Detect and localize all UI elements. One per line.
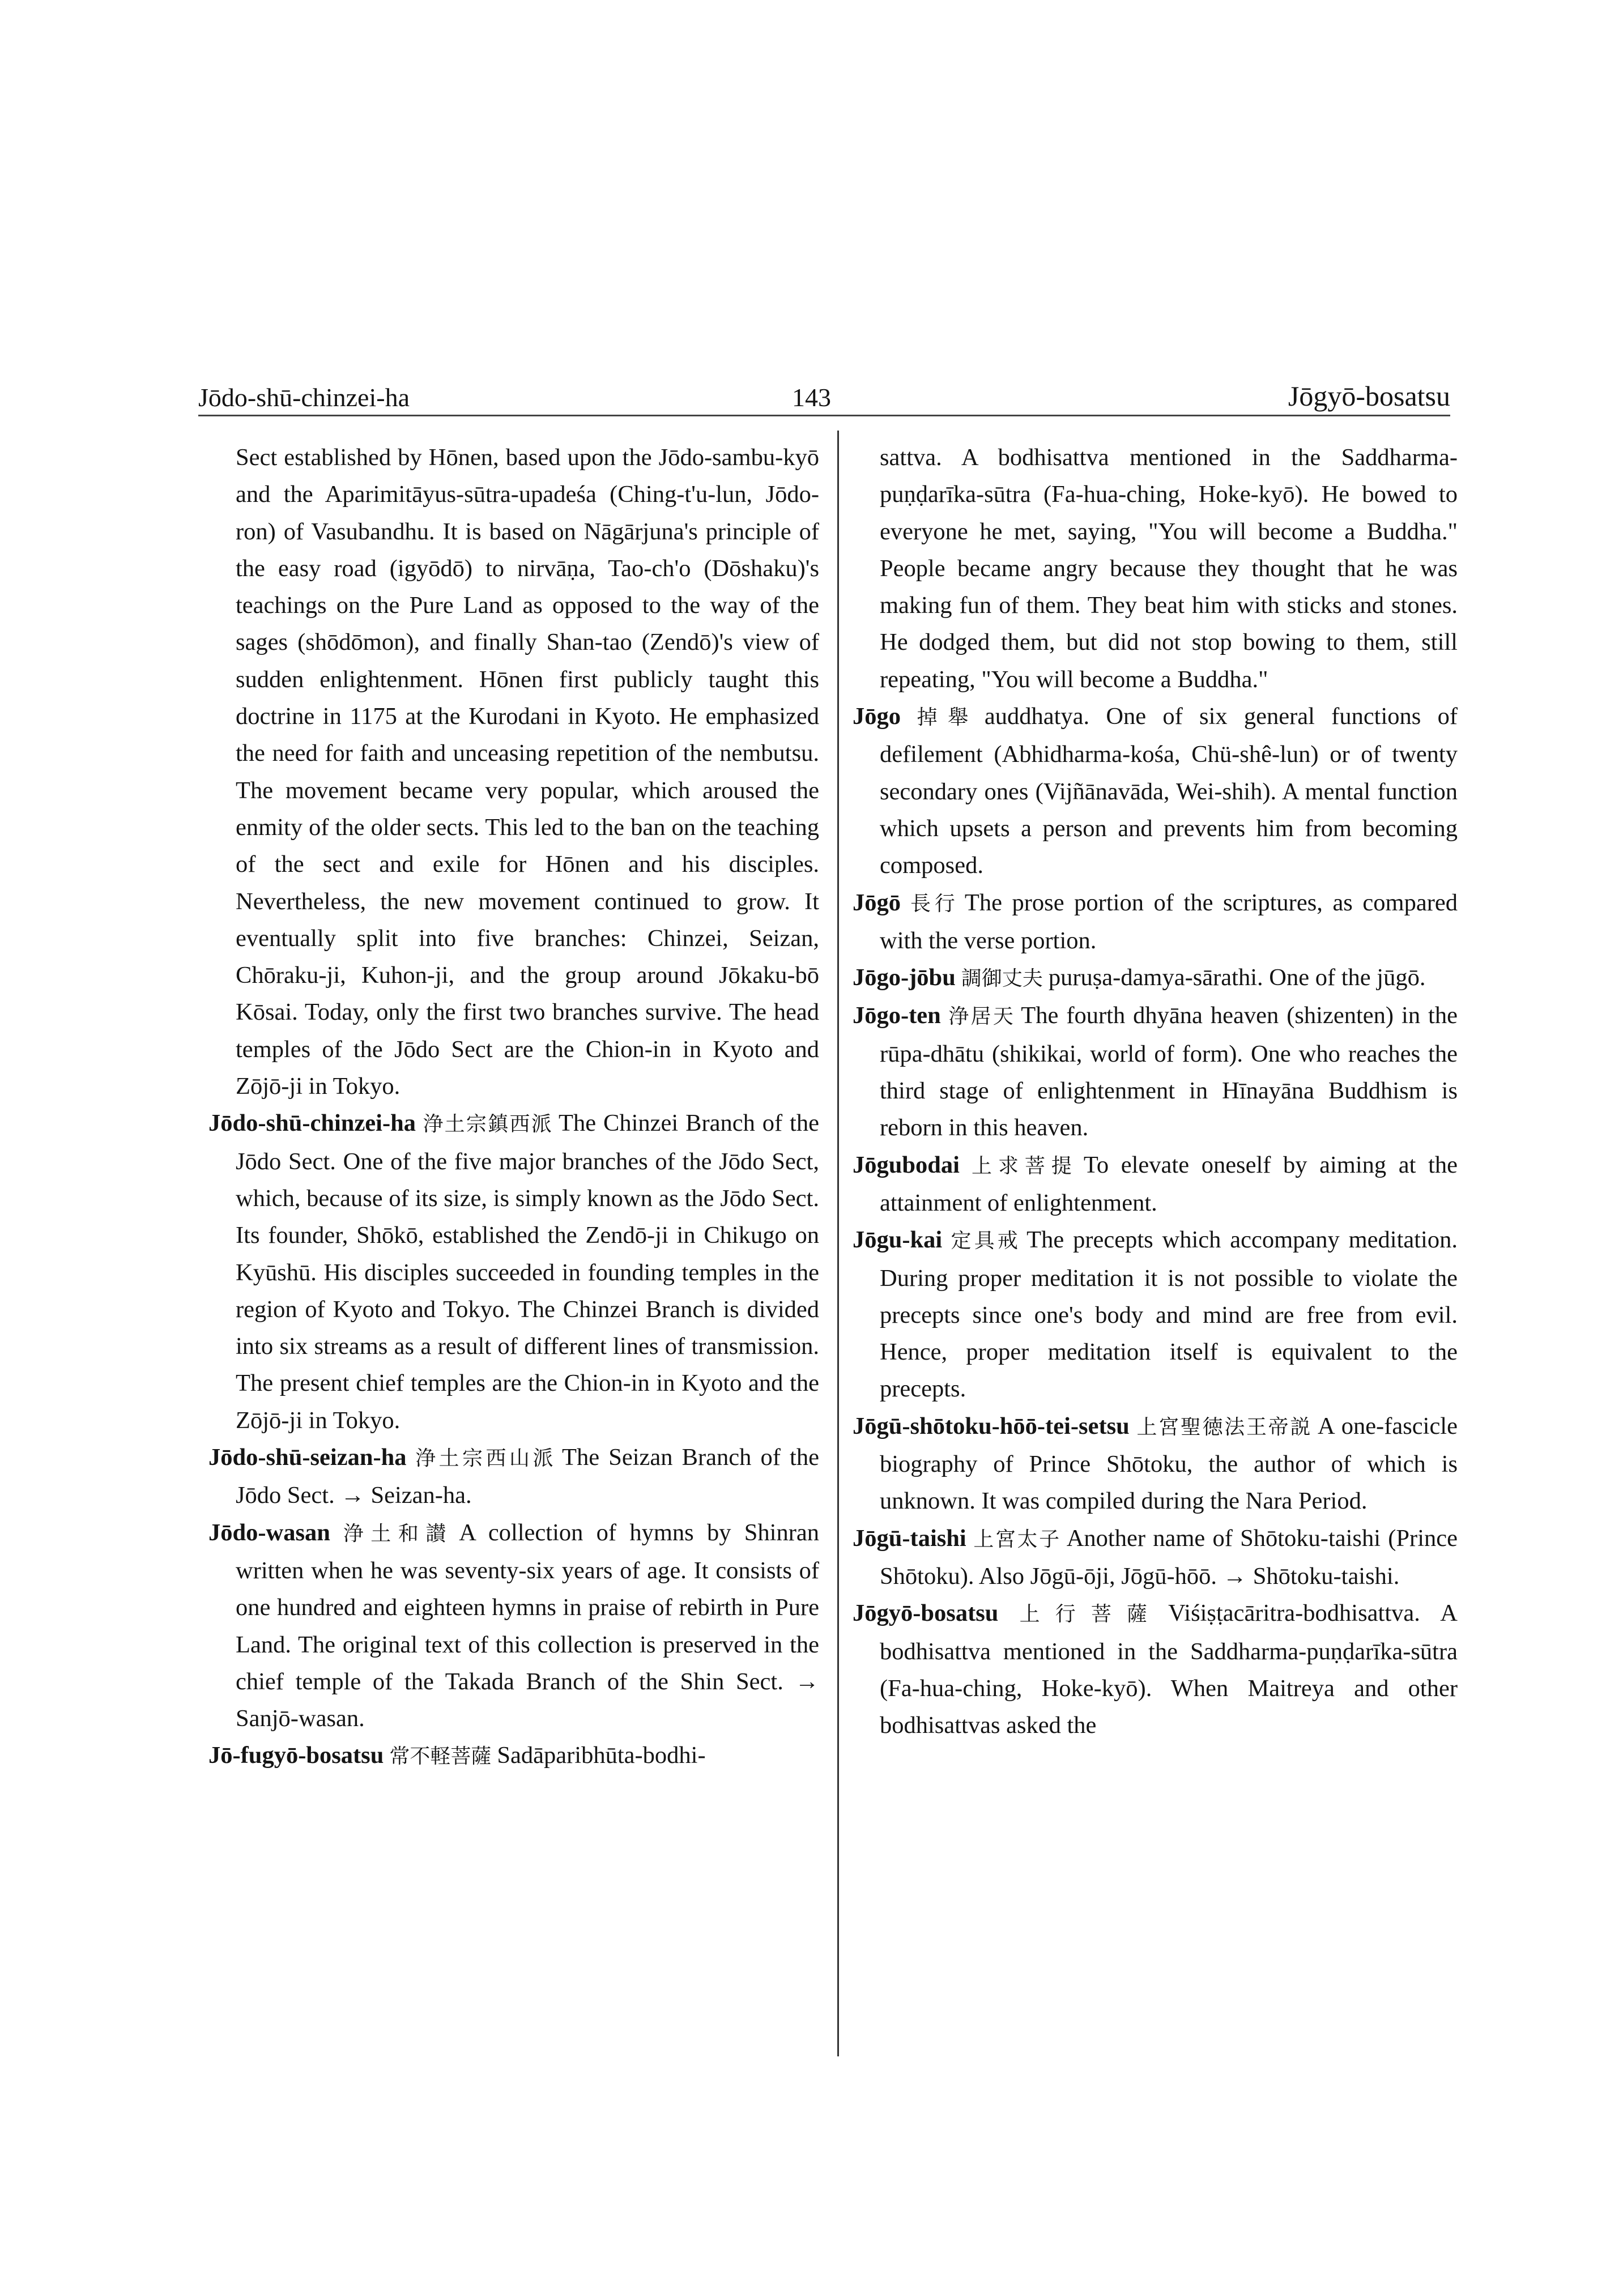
running-header [198,367,1450,412]
dictionary-entry [208,1737,819,1775]
dictionary-entry [853,1221,1458,1407]
entry-kanji: 掉舉 [906,706,979,730]
header-left-guideword: Jōdo-shū-chinzei-ha [198,383,410,412]
entry-kanji: 上宮聖徳法王帝説 [1135,1415,1313,1439]
entry-kanji: 常不軽菩薩 [389,1745,492,1769]
entry-definition: A collection of hymns by Shinran written when he was seventy-six years of age. It consists of one hundred and eighteen hymns in praise of rebirth in Pure Land. The original text of this collection is preserved in the chief temple of the Takada Branch of the Shin Sect. → Sanjō-wasan. [236,1519,819,1732]
entry-definition: The prose portion of the scriptures, as compared with the verse portion. [880,889,1458,954]
entry-kanji: 上求菩提 [965,1154,1078,1178]
dictionary-entry [853,1408,1458,1520]
entry-kanji: 浄土宗鎮西派 [421,1113,553,1136]
entry-kanji: 上行菩薩 [1004,1603,1163,1626]
entry-headword: Jō-fugyō-bosatsu [208,1742,384,1769]
entry-definition: A one-fascicle biography of Prince Shōtoku, the author of which is unknown. It was compiled during the Nara Period. [880,1412,1458,1515]
entry-headword: Jōgū-shōtoku-hōō-tei-setsu [853,1412,1130,1439]
dictionary-entry [853,1147,1458,1222]
entry-headword: Jōdo-wasan [208,1519,330,1546]
entry-headword: Jōgū-taishi [853,1524,966,1552]
entry-headword: Jōgo-jōbu [853,964,956,991]
entry-headword: Jōgubodai [853,1151,960,1178]
entry-definition: Another name of Shōtoku-taishi (Prince Shōtoku). Also Jōgū-ōji, Jōgū-hōō. → Shōtoku-taishi. [880,1524,1458,1590]
dictionary-entry-continuation [853,439,1458,698]
entry-definition: auddhatya. One of six general functions of defilement (Abhidharma-kośa, Chü-shê-lun) or of twenty secondary ones (Vijñānavāda, Wei-shih). A mental function which upsets a person and prevents him from becoming composed. [880,703,1458,879]
entry-headword: Jōgyō-bosatsu [853,1600,999,1627]
dictionary-entry [853,884,1458,960]
entry-definition: The Seizan Branch of the Jōdo Sect. → Seizan-ha. [236,1444,819,1509]
entry-definition: Viśiṣṭacāritra-bodhisattva. A bodhisattva mentioned in the Saddharma-puṇḍarīka-sūtra (Fa-hua-ching, Hoke-kyō). When Maitreya and other bodhisattvas asked the [880,1600,1458,1739]
entry-definition: sattva. A bodhisattva mentioned in the Saddharma-puṇḍarīka-sūtra (Fa-hua-ching, Hoke-kyō). He bowed to everyone he met, saying, "You will become a Buddha." People became angry because they thought that he was making fun of them. They beat him with sticks and stones. He dodged them, but did not stop bowing to them, still repeating, "You will become a Buddha." [880,444,1458,693]
entry-headword: Jōgō [853,889,901,916]
dictionary-entry [208,1439,819,1514]
entry-headword: Jōdo-shū-chinzei-ha [208,1110,416,1137]
dictionary-entry [853,1520,1458,1595]
header-right-guideword: Jōgyō-bosatsu [1288,380,1450,412]
dictionary-entry [853,997,1458,1146]
page-number: 143 [792,383,831,412]
entry-kanji: 浄土和讃 [335,1522,454,1545]
dictionary-entry [853,1595,1458,1744]
entry-kanji: 浄居天 [946,1005,1016,1029]
entry-definition: Sadāparibhūta-bodhi- [497,1742,706,1769]
right-column [853,439,1458,1744]
entry-definition: The fourth dhyāna heaven (shizenten) in the rūpa-dhātu (shikikai, world of form). One who reaches the third stage of enlightenment in Hīnayāna Buddhism is reborn in this heaven. [880,1002,1458,1141]
entry-kanji: 調御丈夫 [961,967,1043,991]
dictionary-entry [208,1105,819,1439]
dictionary-entry-continuation [208,439,819,1105]
dictionary-entry [208,1514,819,1737]
column-divider [837,431,839,2056]
left-column [208,439,819,1775]
entry-definition: To elevate oneself by aiming at the attainment of enlightenment. [880,1151,1458,1216]
entry-definition: Sect established by Hōnen, based upon the Jōdo-sambu-kyō and the Aparimitāyus-sūtra-upadeśa (Ching-t'u-lun, Jōdo-ron) of Vasubandhu. It is based on Nāgārjuna's principle of the easy road (igyōdō) to nirvāṇa, Tao-ch'o (Dōshaku)'s teachings on the Pure Land as opposed to the way of the sages (shōdōmon), and finally Shan-tao (Zendō)'s view of sudden enlightenment. Hōnen first publicly taught this doctrine in 1175 at the Kurodani in Kyoto. He emphasized the need for faith and unceasing repetition of the nembutsu. The movement became very popular, which aroused the enmity of the older sects. This led to the ban on the teaching of the sect and exile for Hōnen and his disciples. Nevertheless, the new movement continued to grow. It eventually split into five branches: Chinzei, Seizan, Chōraku-ji, Kuhon-ji, and the group around Jōkaku-bō Kōsai. Today, only the first two branches survive. The head temples of the Jōdo Sect are the Chion-in in Kyoto and Zōjō-ji in Tokyo. [236,444,819,1100]
entry-definition: puruṣa-damya-sārathi. One of the jūgō. [1048,964,1426,991]
entry-headword: Jōgu-kai [853,1226,943,1254]
entry-kanji: 定具戒 [948,1229,1021,1253]
entry-headword: Jōdo-shū-seizan-ha [208,1444,407,1471]
entry-definition: The precepts which accompany meditation. During proper meditation it is not possible to violate the precepts since one's body and mind are free from evil. Hence, proper meditation itself is equivalent to the precepts. [880,1226,1458,1403]
header-rule [198,415,1450,416]
entry-kanji: 浄土宗西山派 [412,1447,557,1471]
entry-kanji: 長行 [906,892,959,915]
entry-definition: The Chinzei Branch of the Jōdo Sect. One of the five major branches of the Jōdo Sect, which, because of its size, is simply known as the Jōdo Sect. Its founder, Shōkō, established the Zendō-ji in Chikugo on Kyūshū. His disciples succeeded in founding temples in the region of Kyoto and Tokyo. The Chinzei Branch is divided into six streams as a result of different lines of transmission. The present chief temples are the Chion-in in Kyoto and the Zōjō-ji in Tokyo. [236,1110,819,1434]
entry-headword: Jōgo-ten [853,1002,941,1029]
entry-kanji: 上宮太子 [972,1527,1061,1551]
dictionary-entry [853,698,1458,884]
entry-headword: Jōgo [853,703,901,730]
dictionary-entry [853,959,1458,997]
